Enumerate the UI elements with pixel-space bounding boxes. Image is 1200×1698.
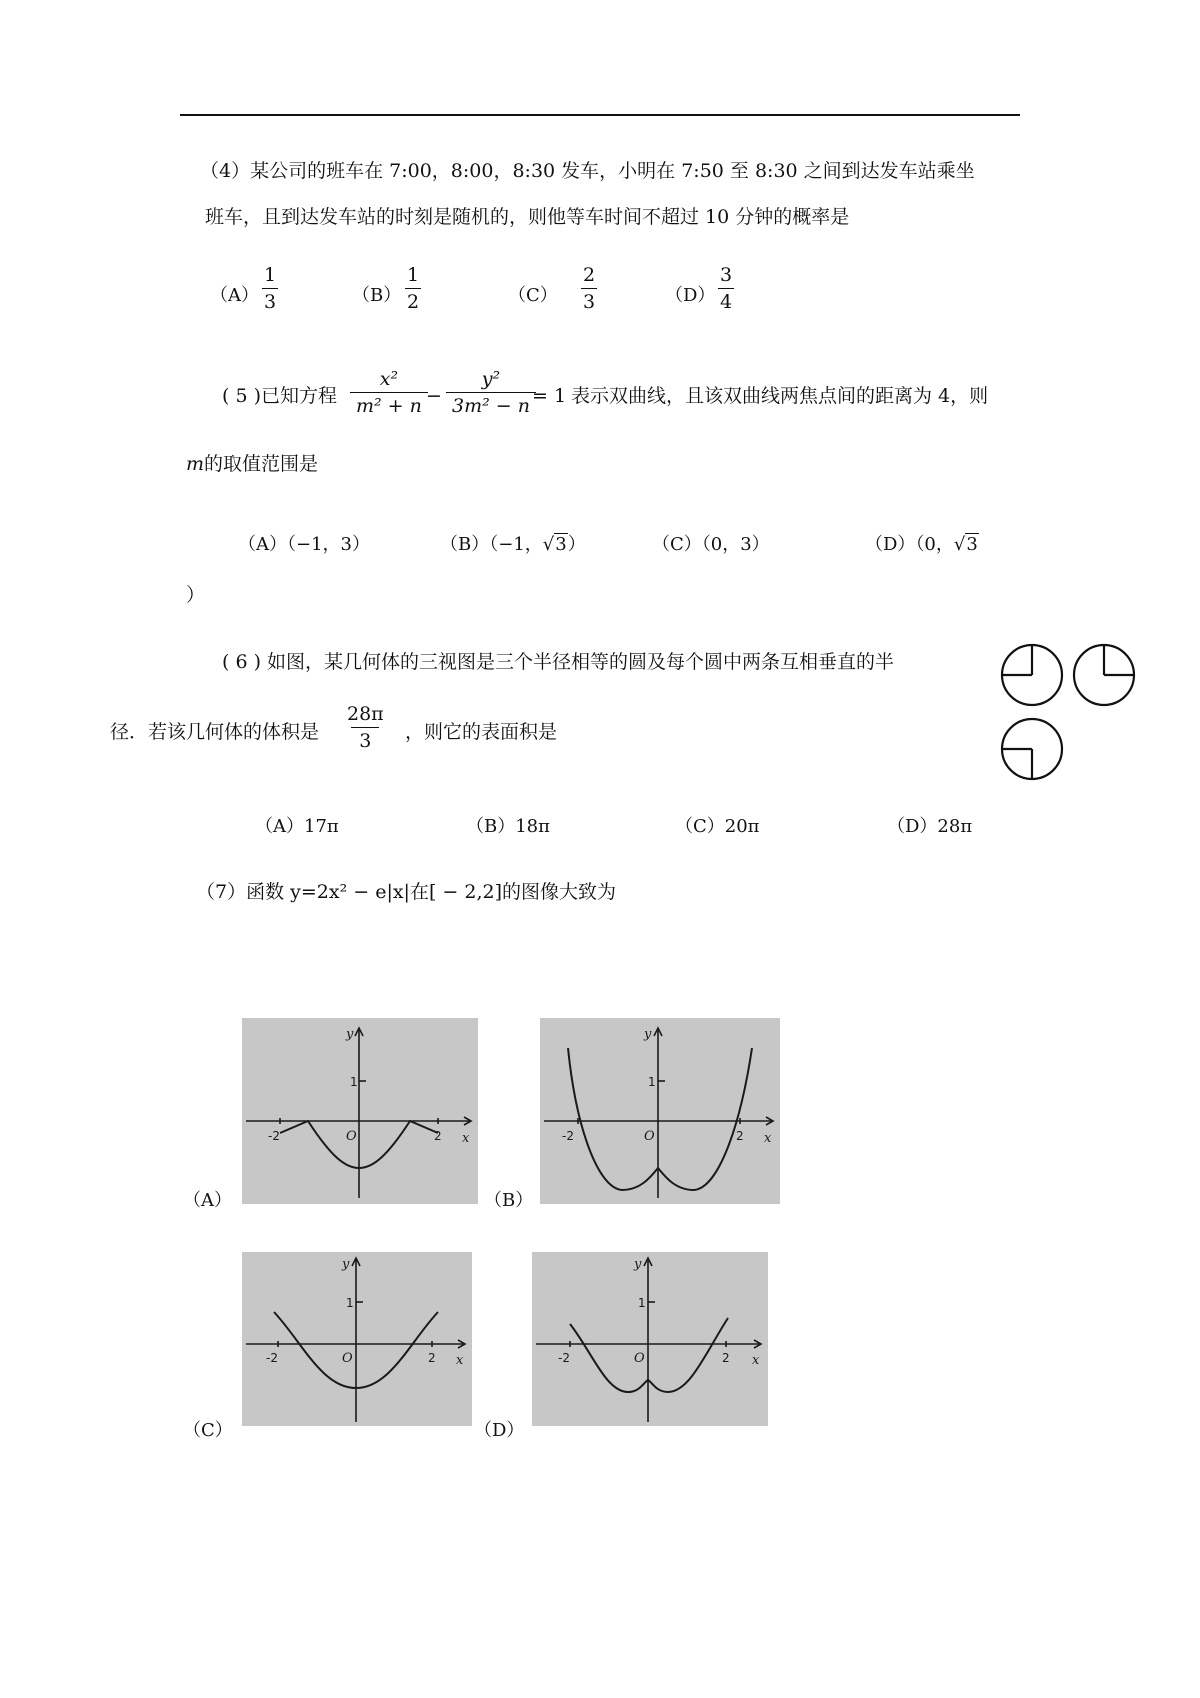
q5-line2 (186, 452, 318, 476)
graph-b (540, 1018, 780, 1204)
q5-var-m: m (186, 453, 205, 475)
graph-d-neg2: -2 (558, 1351, 570, 1365)
q6-frac-den: 3 (351, 727, 379, 754)
graph-c (242, 1252, 472, 1426)
q5-option-d-rad: 3 (966, 534, 978, 555)
q6-option-b: （B）18π (466, 816, 550, 837)
q4-line2: 班车，且到达发车站的时刻是随机的，则他等车时间不超过 10 分钟的概率是 (205, 206, 850, 228)
graph-d-label: （D） (474, 1420, 525, 1441)
q5-option-d-pre: （0， (915, 534, 954, 555)
q6-option-c: （C）20π (675, 816, 760, 837)
graph-c-origin: O (342, 1351, 353, 1366)
graph-b-y-label: y (644, 1027, 652, 1042)
graph-b-pos2: 2 (736, 1129, 744, 1143)
graph-a-label: （A） (183, 1190, 232, 1211)
q5-option-c-text: （0，3） (701, 534, 770, 555)
q4-option-d-num: 3 (720, 264, 733, 286)
q6-line2-pre: 径．若该几何体的体积是 (110, 721, 320, 743)
q5-option-b-rad: 3 (555, 534, 567, 555)
q5-option-b (440, 530, 586, 556)
graph-c-one: 1 (346, 1296, 354, 1310)
q5-option-c (652, 530, 770, 556)
q6-volume-fraction (345, 701, 386, 754)
graph-a-one: 1 (350, 1075, 358, 1089)
graph-b-origin: O (644, 1129, 655, 1144)
three-view-diagram (1000, 640, 1150, 790)
q4-option-c-num: 2 (583, 264, 596, 286)
q6-frac-num: 28π (347, 703, 384, 725)
q5-suffix: 表示双曲线，且该双曲线两焦点间的距离为 4，则 (571, 385, 989, 407)
graph-b-curve (568, 1048, 752, 1190)
q5-option-a-text: （−1，3） (287, 534, 370, 555)
graph-d-origin: O (634, 1351, 645, 1366)
graph-d-pos2: 2 (722, 1351, 730, 1365)
q4-option-c-label: （C） (508, 285, 558, 306)
q5-option-c-label: （C） (652, 534, 702, 555)
q4-option-a-den: 3 (262, 288, 278, 315)
q4-option-d-den: 4 (718, 288, 734, 315)
q6-line1: ( 6 ) 如图，某几何体的三视图是三个半径相等的圆及每个圆中两条互相垂直的半 (222, 651, 895, 673)
q4-option-c-den: 3 (581, 288, 597, 315)
q4-option-c-fraction (581, 262, 597, 315)
q4-option-a-label: （A） (210, 285, 259, 306)
q4-option-d-label: （D） (665, 285, 716, 306)
graph-b-label: （B） (484, 1190, 534, 1211)
q4-option-b-den: 2 (405, 288, 421, 315)
graph-d-one: 1 (638, 1296, 646, 1310)
graph-a-y-label: y (346, 1027, 354, 1042)
graph-d-x-label: x (752, 1353, 760, 1368)
q5-minus: − (426, 385, 442, 407)
q4-option-b-label: （B） (352, 285, 402, 306)
graph-d-curve (570, 1318, 728, 1392)
q4-option-b-fraction (405, 262, 421, 315)
graph-b-neg2: -2 (562, 1129, 574, 1143)
q5-option-a-label: （A） (238, 534, 287, 555)
q5-f2-num: y² (481, 368, 501, 390)
q7-text: （7）函数 y=2x² − e|x|在[ − 2,2]的图像大致为 (196, 881, 617, 903)
q6-line2-post: ，则它的表面积是 (405, 721, 558, 743)
graph-c-neg2: -2 (266, 1351, 278, 1365)
q4-line1: （4）某公司的班车在 7:00，8:00，8:30 发车，小明在 7:50 至 8:30 之间到达发车站乘坐 (200, 160, 975, 182)
graph-c-x-label: x (456, 1353, 464, 1368)
graph-a-x-label: x (462, 1131, 470, 1146)
header-rule (180, 114, 1020, 116)
q5-option-b-pre: （−1， (489, 534, 543, 555)
q5-trailing-paren: ） (186, 584, 206, 606)
q5-option-d (865, 530, 979, 556)
graph-a-origin: O (346, 1129, 357, 1144)
graph-a-pos2: 2 (434, 1129, 442, 1143)
q4-option-a-fraction (262, 262, 278, 315)
graph-b-one: 1 (648, 1075, 656, 1089)
q5-f1-den: m² + n (350, 392, 428, 419)
q5-line2-rest: 的取值范围是 (204, 453, 319, 475)
graph-c-y-label: y (342, 1257, 350, 1272)
q4-option-d-fraction (718, 262, 734, 315)
graph-a-neg2: -2 (268, 1129, 280, 1143)
graph-d (532, 1252, 768, 1426)
sqrt-symbol: √3 (542, 534, 567, 555)
q6-option-d: （D）28π (887, 816, 973, 837)
graph-c-label: （C） (183, 1420, 233, 1441)
q5-fraction-1 (350, 366, 428, 419)
q5-f2-den: 3m² − n (446, 392, 536, 419)
q5-equals: = 1 (532, 385, 567, 407)
q5-f1-num: x² (379, 368, 399, 390)
q5-option-a (238, 530, 370, 556)
graph-d-y-label: y (634, 1257, 642, 1272)
q5-option-b-post: ） (567, 534, 586, 555)
graph-c-pos2: 2 (428, 1351, 436, 1365)
sqrt-symbol: √3 (953, 534, 978, 555)
q5-option-b-label: （B） (440, 534, 490, 555)
q5-option-d-label: （D） (865, 534, 916, 555)
q6-option-a: （A）17π (255, 816, 339, 837)
q4-option-b-num: 1 (407, 264, 420, 286)
q5-fraction-2 (446, 366, 536, 419)
q5-prefix: ( 5 )已知方程 (222, 385, 337, 407)
q4-option-a-num: 1 (264, 264, 277, 286)
graph-a (242, 1018, 478, 1204)
graph-b-x-label: x (764, 1131, 772, 1146)
